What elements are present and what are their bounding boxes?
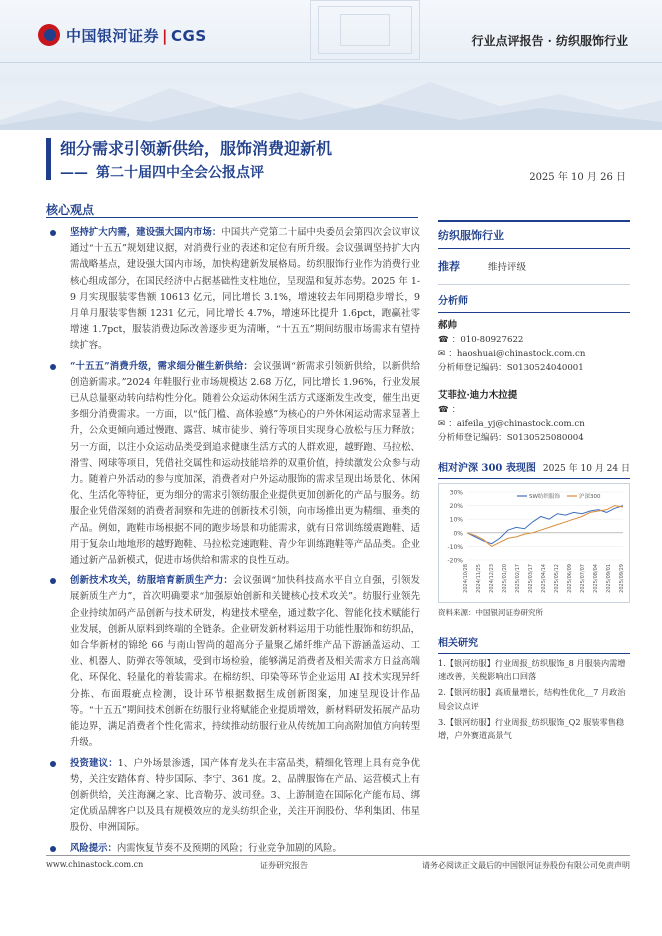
analyst-cert: 分析师登记编码：S0130524040001	[438, 363, 584, 373]
logo-icon	[38, 24, 60, 46]
x-tick-label: 2025/03/17	[528, 564, 534, 593]
analyst-card: 艾菲拉·迪力木拉提 ☎ ： ✉ ：aifeila_yj@chinastock.com.cn 分析师登记编码：S0130525080004	[438, 383, 630, 445]
chart-title: 相对沪深 300 表现图	[438, 463, 536, 474]
related-item[interactable]: 1.【银河纺服】行业周报_纺织服饰_8 月服装内需增速改善，关税影响出口回落	[438, 658, 626, 682]
performance-chart-svg	[439, 484, 629, 602]
y-tick-label: -20%	[447, 557, 463, 565]
series-line	[467, 506, 623, 547]
related-item[interactable]: 2.【银河纺服】高质量增长，结构性优化__7 月政治局会议点评	[438, 687, 626, 711]
analyst-email[interactable]: haoshuai@chinastock.com.cn	[456, 349, 586, 359]
industry-label: 纺织服饰行业	[438, 220, 630, 249]
related-heading: 相关研究	[438, 634, 630, 654]
x-tick-label: 2025/02/17	[515, 564, 521, 593]
performance-chart	[438, 483, 630, 603]
chart-header	[438, 459, 630, 479]
title-accent-bar	[46, 138, 51, 180]
core-view-item: 创新技术攻关，纺服培育新质生产力：会议强调“加快科技高水平自立自强，引领发展新质生产力”，首次明确要求“加强原始创新和关键核心技术攻关”。纺服行业领先企业持续加码产品创新与技术研发，构建技术壁垒，通过数字化、智能化技术赋能行业发展，创新从原料到终端的全链条。企业研发新材料运用于功能性服饰和纺织品，如合华新材的锦纶 66 与南山智尚的超高分子量聚乙烯纤维产品下游涵盖运动、工业、机器人、防弹衣等领域，受到市场检验，能够满足消费者及相关需求方日益高端化、环保化、轻量化的着装需求。在棉纺织、印染等环节企业运用 AI 技术实现异纤分拣、布面瑕疵点检测，设计环节根据数据生成创新图案，加速呈现设计作品等。“十五五”期间技术创新在纺服行业将赋能企业提质增效，新材料研发拓展产品功能边界，满足消费者个性化需求，持续推动纺服行业从传统加工向高附加值方向转型升级。	[46, 573, 420, 751]
x-tick-label: 2025/05/12	[554, 564, 560, 593]
bullet-icon	[50, 761, 56, 767]
related-research-list	[438, 654, 630, 742]
chart-date: 2025 年 10 月 24 日	[542, 464, 630, 474]
bullet-icon	[50, 846, 56, 852]
core-views-list	[46, 225, 420, 857]
rating-row	[438, 249, 630, 285]
legend-label: 沪深300	[579, 494, 601, 500]
company-logo	[38, 24, 207, 46]
legend-label: SW纺织服饰	[529, 494, 560, 500]
logo-text: 中国银河证券 | CGS	[66, 26, 207, 45]
bullet-icon	[50, 230, 56, 236]
analyst-email[interactable]: aifeila_yj@chinastock.com.cn	[456, 419, 585, 429]
page-header	[0, 0, 662, 130]
footer-label: 证券研究报告	[260, 861, 308, 870]
chart-source: 资料来源：中国银河证券研究所	[438, 608, 543, 617]
core-view-item: 坚持扩大内需，建设强大国内市场：中国共产党第二十届中央委员会第四次会议审议通过“十五五”规划建议据，对消费行业的表述和定位有所升级。会议强调坚持扩大内需战略基点，建设强大国内市场，加快构建新发展格局。纺织服饰行业作为消费行业核心组成部分，在国民经济中占据基础性支柱地位，呈现温和复苏态势。2025 年 1-9 月实现服装零售额 10613 亿元，同比增长 3.1%，增速较去年同期稳步增长，9 月单月服装零售额 1231 亿元，同比增长 4.7%，增速环比提升 1.6pct，跑赢社零增速 1.7pct，服装消费边际改善逐步更为清晰，“十五五”期间纺服市场需求有望持续扩容。	[46, 225, 420, 355]
page-title: 细分需求引领新供给，服饰消费迎新机	[60, 139, 333, 158]
y-tick-label: -10%	[447, 543, 463, 551]
x-tick-label: 2025/06/09	[567, 564, 573, 593]
page-subtitle: —— 第二十届四中全会公报点评	[60, 165, 264, 181]
y-tick-label: 10%	[449, 516, 463, 524]
x-tick-label: 2025/07/07	[580, 564, 586, 593]
y-tick-label: 30%	[449, 489, 463, 497]
sidebar	[438, 220, 630, 742]
x-tick-label: 2025/01/20	[502, 564, 508, 593]
core-view-item: “十五五”消费升级，需求细分催生新供给：会议强调“新需求引领新供给，以新供给创造新需求。”2024 年鞋服行业市场规模达 2.68 万亿，同比增长 1.96%，行业发展已从总量驱动转向结构性分化。随着公众运动休闲生活方式逐渐发生改变，催生出更多细分消费需求。一方面，以“低门槛、高体验感”为核心的户外休闲运动需求显著上升，公众更倾向通过慢跑、露营、城市徒步、骑行等项目实现身心放松与压力释放；另一方面，以注小众运动品类受到追求健康生活方式的人群欢迎，越野跑、马拉松、滑雪、网球等项目，凭借社交属性和运动技能培养的双重价值，持续激发公众参与动力。随着户外活动的参与度加深，消费者对户外运动服饰的需求呈现出场景化、休闲化、生活化等特征，更为细分的需求引领纺服企业提供更加创新化的产品与服务。纺服企业凭借深刻的消费者洞察和先进的创新技术引领，向市场推出更为精细、垂类的产品。例如，跑鞋市场根据不同的跑步场景和功能需求，就有日常训练缓震跑鞋、适用于复杂山地地形的越野跑鞋、马拉松竞速跑鞋、青少年训练跑鞋等产品品类。企业通过新产品新模式，促进市场供给和需求的良性互动。	[46, 359, 420, 570]
related-item[interactable]: 3.【银河纺服】行业周报_纺织服饰_Q2 服装零售稳增，户外赛道高景气	[438, 716, 625, 741]
bullet-icon	[50, 364, 56, 370]
analyst-heading: 分析师	[438, 285, 630, 313]
core-view-item: 风险提示：内需恢复节奏不及预期的风险；行业竞争加剧的风险。	[46, 841, 420, 857]
analyst-name: 艾菲拉·迪力木拉提	[438, 390, 518, 401]
analyst-name: 郝帅	[438, 320, 458, 331]
x-tick-label: 2025/04/14	[541, 564, 547, 593]
phone-icon: ☎	[438, 405, 449, 415]
x-tick-label: 2024/12/23	[489, 564, 495, 593]
rating-value: 维持评级	[488, 262, 527, 273]
footer-disclaimer: 请务必阅读正文最后的中国银河证券股份有限公司免责声明	[422, 861, 630, 870]
x-tick-label: 2024/10/28	[463, 564, 469, 593]
header-decoration	[310, 0, 430, 62]
footer-website[interactable]: www.chinastock.com.cn	[46, 860, 144, 869]
email-icon: ✉	[438, 349, 446, 359]
mountain-illustration	[0, 70, 662, 130]
phone-icon: ☎	[438, 335, 449, 345]
analyst-cert: 分析师登记编码：S0130525080004	[438, 433, 584, 443]
core-view-item: 投资建议：1、户外场景渗透，国产体育龙头在丰富品类，精细化管理上具有竞争优势，关注安踏体育、特步国际、李宁、361 度。2、品牌服饰在产品、运营模式上有创新供给，关注海澜之家、比音勒芬、波司登。3、上游制造在国际化产能布局、绑定优质品牌客户以及具有规模效应的龙头纺织企业，关注开润股份、华利集团、伟星股份、申洲国际。	[46, 756, 420, 837]
email-icon: ✉	[438, 419, 446, 429]
analyst-phone: 010-80927622	[460, 335, 524, 345]
x-tick-label: 2024/11/25	[476, 564, 482, 593]
report-date: 2025 年 10 月 26 日	[529, 172, 626, 183]
section-heading-core-views: 核心观点	[46, 203, 95, 217]
report-type: 行业点评报告 · 纺织服饰行业	[471, 34, 628, 48]
analyst-card: 郝帅 ☎ ：010-80927622 ✉ ：haoshuai@chinastock.com.cn 分析师登记编码：S0130524040001	[438, 313, 630, 375]
x-tick-label: 2025/08/04	[593, 564, 599, 593]
y-tick-label: 20%	[449, 503, 463, 511]
bullet-icon	[50, 578, 56, 584]
x-tick-label: 2025/09/01	[606, 564, 612, 593]
rating-key: 推荐	[438, 260, 460, 273]
y-tick-label: 0%	[453, 530, 463, 538]
x-tick-label: 2025/09/29	[619, 564, 625, 593]
